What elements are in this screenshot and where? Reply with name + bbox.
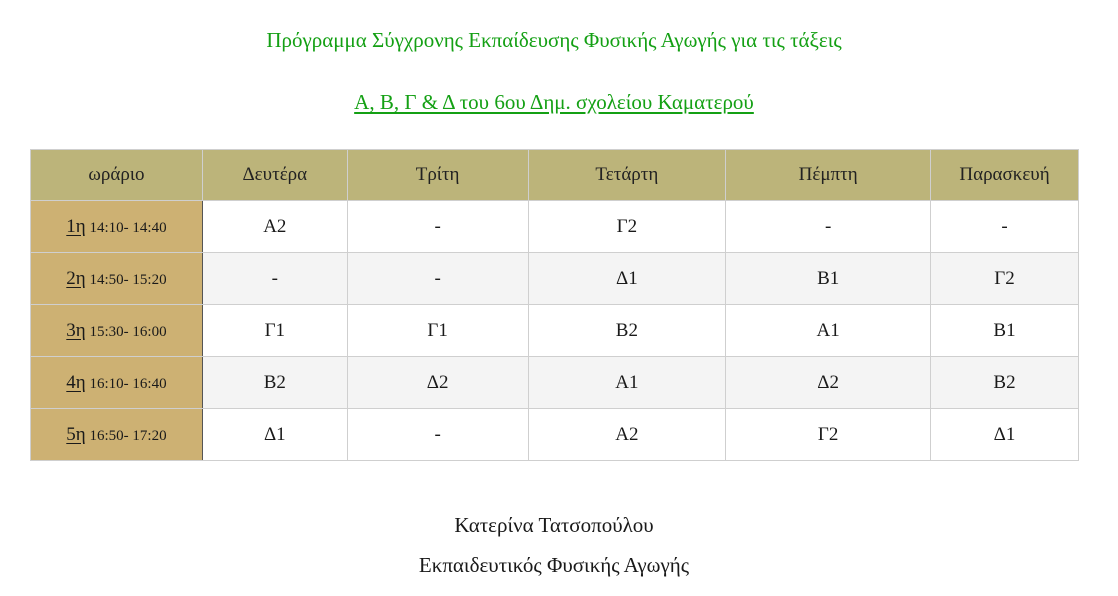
column-header-tuesday: Τρίτη (347, 150, 528, 201)
table-cell: Γ2 (726, 409, 931, 461)
column-header-thursday: Πέμπτη (726, 150, 931, 201)
table-cell: Δ1 (931, 409, 1079, 461)
table-cell: - (347, 201, 528, 253)
table-cell: Α2 (528, 409, 726, 461)
table-cell: - (347, 253, 528, 305)
table-cell: Α1 (528, 357, 726, 409)
column-header-friday: Παρασκευή (931, 150, 1079, 201)
schedule-table (30, 149, 1079, 461)
signature-name: Κατερίνα Τατσοπούλου (454, 513, 654, 537)
period-time: 16:50- 17:20 (85, 427, 167, 444)
period-cell (31, 409, 203, 461)
table-row (31, 201, 1079, 253)
table-row (31, 357, 1079, 409)
column-header-schedule: ωράριο (31, 150, 203, 201)
table-cell: Β1 (931, 305, 1079, 357)
table-cell: Β2 (528, 305, 726, 357)
page-subtitle-text: Α, Β, Γ & Δ του 6ου Δημ. σχολείου Καματερού (354, 90, 754, 114)
table-cell: Γ1 (202, 305, 347, 357)
table-cell: Δ1 (202, 409, 347, 461)
table-cell: Γ2 (528, 201, 726, 253)
table-cell: Γ1 (347, 305, 528, 357)
period-time: 16:10- 16:40 (85, 375, 167, 392)
period-number: 2η (66, 267, 86, 289)
period-number: 1η (66, 215, 86, 237)
table-cell: Γ2 (931, 253, 1079, 305)
period-time: 14:10- 14:40 (85, 219, 167, 236)
period-cell (31, 305, 203, 357)
page-title: Πρόγραμμα Σύγχρονης Εκπαίδευσης Φυσικής Αγωγής για τις τάξεις (266, 28, 842, 52)
table-cell: Β2 (202, 357, 347, 409)
period-cell (31, 357, 203, 409)
period-time: 15:30- 16:00 (85, 323, 167, 340)
column-header-wednesday: Τετάρτη (528, 150, 726, 201)
table-cell: - (726, 201, 931, 253)
period-cell (31, 253, 203, 305)
period-time: 14:50- 15:20 (85, 271, 167, 288)
table-cell: Β1 (726, 253, 931, 305)
table-cell: - (931, 201, 1079, 253)
table-row (31, 409, 1079, 461)
period-number: 4η (66, 371, 86, 393)
column-header-monday: Δευτέρα (202, 150, 347, 201)
signature-role: Εκπαιδευτικός Φυσικής Αγωγής (418, 553, 690, 577)
period-number: 5η (66, 423, 86, 445)
table-cell: - (347, 409, 528, 461)
table-cell: - (202, 253, 347, 305)
table-cell: Δ1 (528, 253, 726, 305)
table-cell: Α2 (202, 201, 347, 253)
period-number: 3η (66, 319, 86, 341)
table-cell: Α1 (726, 305, 931, 357)
table-cell: Β2 (931, 357, 1079, 409)
table-cell: Δ2 (347, 357, 528, 409)
page-subtitle (0, 90, 1108, 115)
table-row (31, 305, 1079, 357)
table-cell: Δ2 (726, 357, 931, 409)
table-row (31, 253, 1079, 305)
period-cell (31, 201, 203, 253)
table-header-row (31, 150, 1079, 201)
